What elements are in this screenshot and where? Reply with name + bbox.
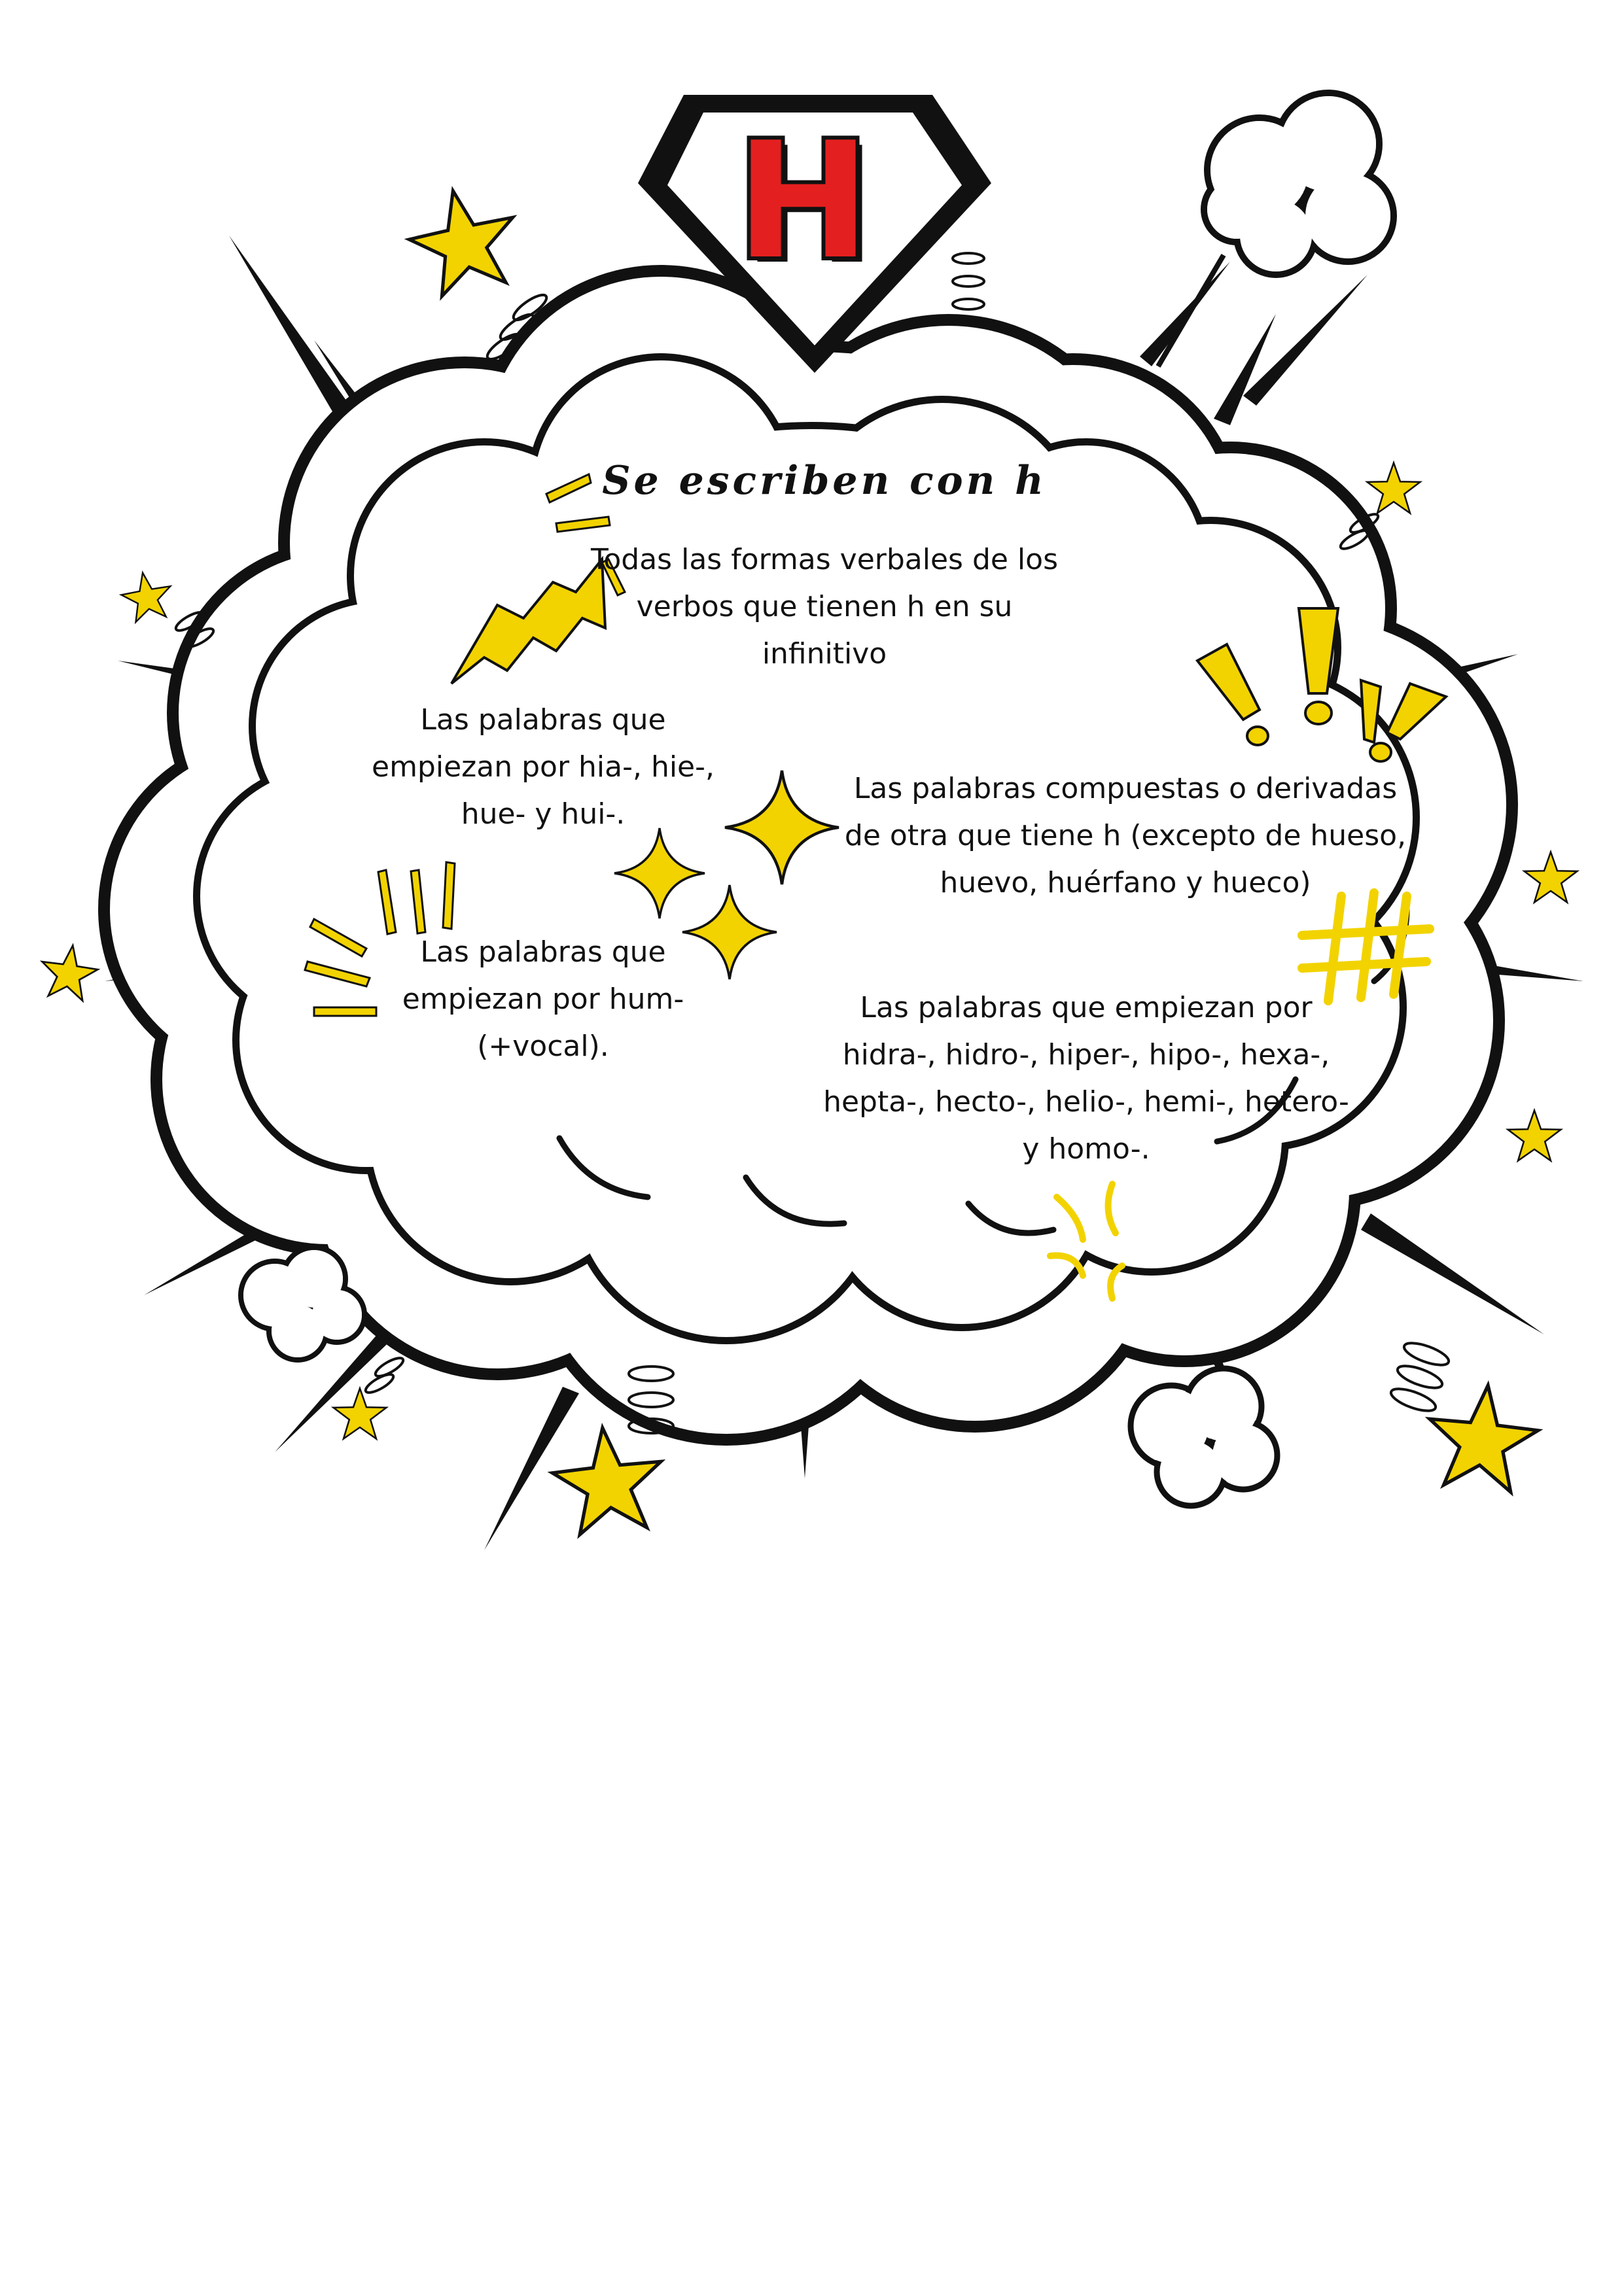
star-icon — [1368, 463, 1421, 513]
rule-line: hepta-, hecto-, helio-, hemi-, hetero- — [823, 1085, 1349, 1119]
star-icon — [118, 568, 176, 624]
h-badge-letter: H — [736, 108, 871, 294]
rule-line: empiezan por hum- — [402, 983, 684, 1016]
star-icon — [548, 1422, 667, 1537]
rule-compound — [811, 765, 1439, 907]
rule-prefix-hum — [366, 929, 720, 1070]
rule-line: (+vocal). — [477, 1030, 609, 1063]
page-title: Se escriben con h — [602, 458, 1047, 504]
rule-prefix-hia — [347, 697, 739, 838]
star-icon — [1508, 1111, 1561, 1161]
rule-line: Las palabras compuestas o derivadas — [853, 772, 1398, 805]
rule-line: empiezan por hia-, hie-, — [372, 750, 715, 784]
rule-line: y homo-. — [1022, 1132, 1150, 1166]
rule-line: verbos que tienen h en su — [636, 590, 1013, 623]
rule-line: infinitivo — [762, 637, 887, 670]
rule-line: hidra-, hidro-, hiper-, hipo-, hexa-, — [842, 1038, 1330, 1071]
star-icon — [1423, 1380, 1542, 1494]
star-icon — [334, 1389, 387, 1439]
rule-line: de otra que tiene h (excepto de hueso, — [844, 819, 1407, 852]
rule-line: huevo, huérfano y hueco) — [940, 866, 1311, 899]
rule-line: Las palabras que — [420, 935, 666, 969]
star-icon — [38, 941, 101, 1002]
rule-verbs — [563, 536, 1086, 678]
rule-line: hue- y hui-. — [461, 797, 626, 831]
rule-line: Las palabras que empiezan por — [860, 991, 1313, 1024]
star-icon — [401, 180, 525, 300]
rule-line: Todas las formas verbales de los — [590, 543, 1059, 576]
rule-greek-prefixes — [785, 984, 1387, 1173]
rule-line: Las palabras que — [420, 703, 666, 737]
star-icon — [1525, 852, 1578, 903]
